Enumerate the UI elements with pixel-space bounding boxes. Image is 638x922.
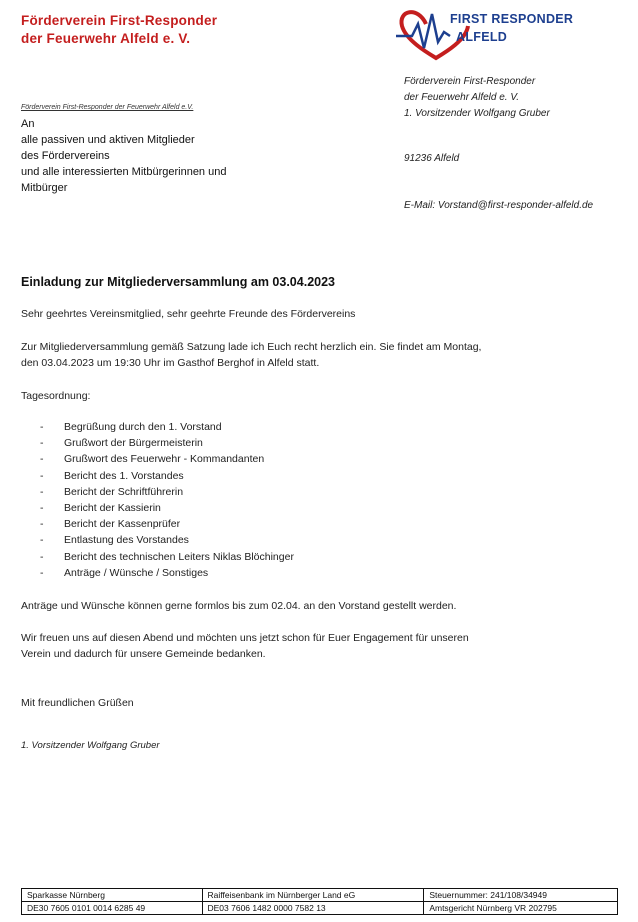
closing: Mit freundlichen Grüßen	[21, 697, 134, 709]
recipient-line2: alle passiven und aktiven Mitglieder	[21, 134, 195, 146]
sender-line3: 1. Vorsitzender Wolfgang Gruber	[404, 108, 550, 119]
agenda-item-text: Bericht der Schriftführerin	[64, 485, 184, 498]
sender-block	[404, 74, 550, 122]
sender-city: 91236 Alfeld	[404, 153, 460, 164]
footer-bank2-name: Raiffeisenbank im Nürnberger Land eG	[202, 889, 424, 902]
recipient-block	[21, 116, 226, 196]
footer-tax-number: Steuernummer: 241/108/34949	[424, 889, 618, 902]
agenda-item	[40, 419, 294, 435]
footer-bank1-name: Sparkasse Nürnberg	[22, 889, 203, 902]
org-title	[21, 12, 217, 48]
thanks-line1: Wir freuen uns auf diesen Abend und möchten uns jetzt schon für Euer Engagement für unseren	[21, 632, 469, 644]
sender-line2: der Feuerwehr Alfeld e. V.	[404, 92, 520, 103]
salutation: Sehr geehrtes Vereinsmitglied, sehr geehrte Freunde des Fördervereins	[21, 308, 356, 320]
intro-line2: den 03.04.2023 um 19:30 Uhr im Gasthof Berghof in Alfeld statt.	[21, 357, 320, 369]
agenda-item-text: Bericht der Kassenprüfer	[64, 518, 181, 531]
agenda-item-text: Entlastung des Vorstandes	[64, 534, 189, 547]
agenda-dash: -	[40, 485, 44, 498]
agenda-item	[40, 451, 294, 467]
footer-bank1-iban: DE30 7605 0101 0014 6285 49	[22, 902, 203, 915]
agenda-dash: -	[40, 502, 44, 515]
footer-table	[21, 888, 618, 915]
intro-paragraph	[21, 339, 581, 371]
org-title-line2: der Feuerwehr Alfeld e. V.	[21, 31, 191, 46]
letter-heading: Einladung zur Mitgliederversammlung am 03.04.2023	[21, 275, 335, 289]
agenda-dash: -	[40, 566, 44, 579]
agenda-item	[40, 549, 294, 565]
recipient-line4: und alle interessierten Mitbürgerinnen und	[21, 166, 227, 178]
recipient-line5: Mitbürger	[21, 182, 68, 194]
footer-court: Amtsgericht Nürnberg VR 202795	[424, 902, 618, 915]
agenda-dash: -	[40, 534, 44, 547]
thanks-line2: Verein und dadurch für unsere Gemeinde bedanken.	[21, 648, 266, 660]
agenda-item-text: Begrüßung durch den 1. Vorstand	[64, 421, 222, 433]
agenda-item	[40, 565, 294, 581]
agenda-dash: -	[40, 437, 44, 450]
footer-row	[22, 889, 618, 902]
footer-bank2-iban: DE03 7606 1482 0000 7582 13	[202, 902, 424, 915]
agenda-item-text: Grußwort der Bürgermeisterin	[64, 437, 203, 450]
agenda-item	[40, 532, 294, 548]
agenda-item	[40, 500, 294, 516]
agenda-dash: -	[40, 453, 44, 466]
footer-row	[22, 902, 618, 915]
recipient-line1: An	[21, 118, 35, 130]
logo-text-line1: FIRST RESPONDER	[450, 12, 574, 26]
agenda-item-text: Bericht der Kassierin	[64, 502, 161, 515]
sender-email: E-Mail: Vorstand@first-responder-alfeld.de	[404, 200, 594, 211]
agenda-dash: -	[40, 469, 44, 482]
agenda-dash: -	[40, 550, 44, 563]
sender-line1: Förderverein First-Responder	[404, 76, 536, 87]
agenda-list	[40, 419, 294, 581]
logo-text-line2: ALFELD	[456, 30, 508, 44]
recipient-line3: des Fördervereins	[21, 150, 110, 162]
agenda-dash: -	[40, 421, 44, 433]
signer: 1. Vorsitzender Wolfgang Gruber	[21, 740, 160, 751]
agenda-dash: -	[40, 518, 44, 531]
agenda-label: Tagesordnung:	[21, 390, 91, 402]
agenda-item-text: Anträge / Wünsche / Sonstiges	[64, 566, 209, 579]
intro-line1: Zur Mitgliederversammlung gemäß Satzung lade ich Euch recht herzlich ein. Sie findet am Montag,	[21, 341, 482, 353]
agenda-item-text: Grußwort des Feuerwehr - Kommandanten	[64, 453, 265, 466]
agenda-item	[40, 435, 294, 451]
agenda-item-text: Bericht des technischen Leiters Niklas Blöchinger	[64, 550, 294, 563]
agenda-item	[40, 468, 294, 484]
requests-paragraph: Anträge und Wünsche können gerne formlos bis zum 02.04. an den Vorstand gestellt werden.	[21, 600, 457, 612]
agenda-item-text: Bericht des 1. Vorstandes	[64, 469, 184, 482]
thanks-paragraph	[21, 630, 581, 662]
agenda-item	[40, 484, 294, 500]
org-title-line1: Förderverein First-Responder	[21, 13, 218, 28]
return-address-line: Förderverein First-Responder der Feuerwehr Alfeld e.V.	[21, 104, 194, 111]
agenda-item	[40, 516, 294, 532]
